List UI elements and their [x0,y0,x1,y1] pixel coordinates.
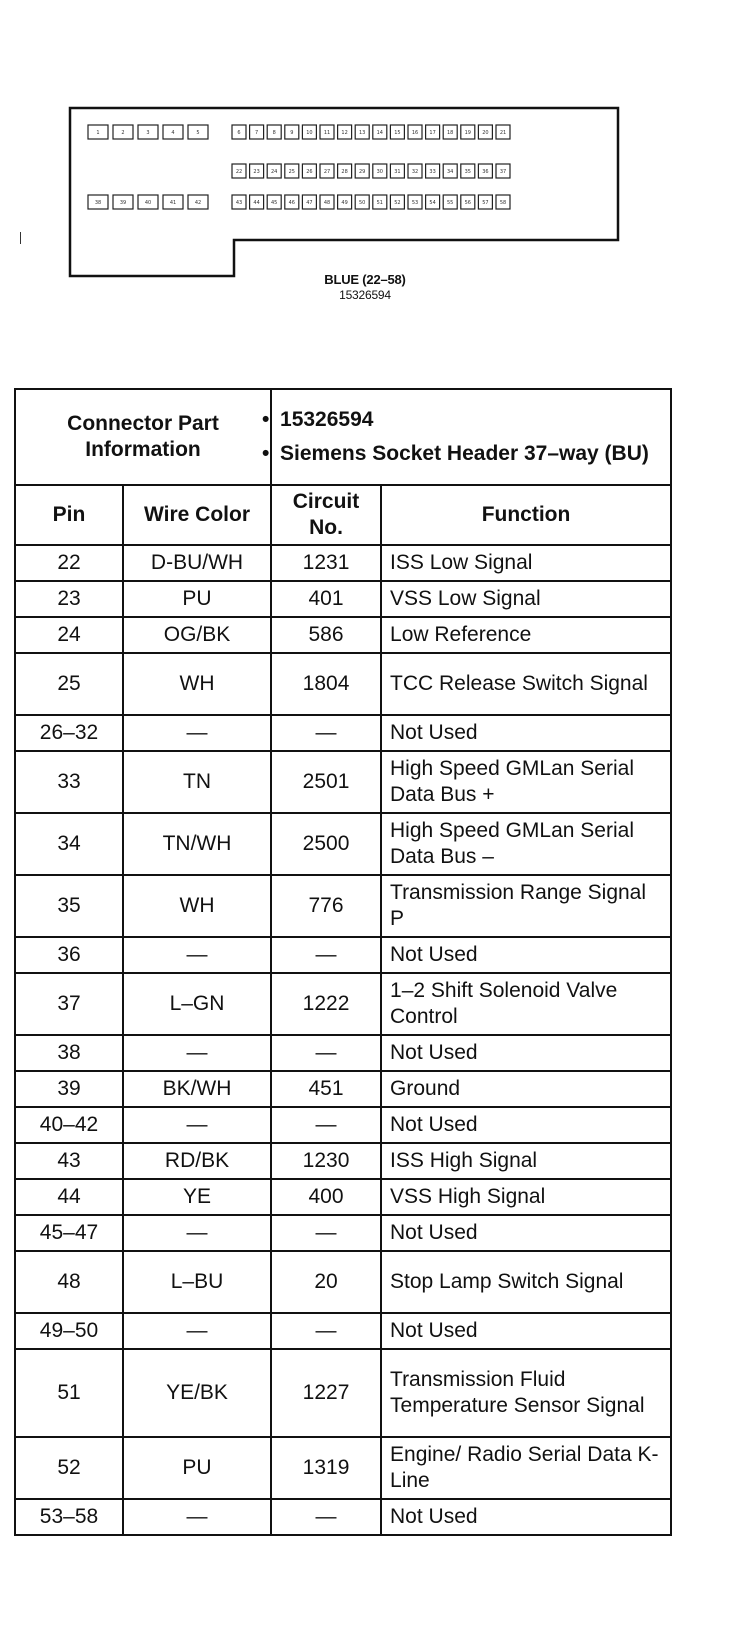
cavity-number: 2 [121,130,125,136]
cavity-number: 10 [306,130,313,136]
wire-color-cell: L–BU [123,1251,271,1313]
cavity-number: 58 [499,200,507,206]
circuit-cell: — [271,715,381,751]
table-row [15,1349,671,1437]
cavity-number: 29 [359,169,366,175]
pin-cell: 39 [15,1071,123,1107]
circuit-cell: 2501 [271,751,381,813]
wire-color-cell: PU [123,581,271,617]
cavity-number: 5 [196,130,200,136]
pin-cell: 48 [15,1251,123,1313]
cavity-number: 6 [237,130,241,136]
pin-cell: 45–47 [15,1215,123,1251]
cavity-number: 31 [394,169,401,175]
cavity-number: 14 [376,130,383,136]
circuit-cell: 1227 [271,1349,381,1437]
pin-cell: 36 [15,937,123,973]
cavity-number: 43 [235,200,243,206]
pin-cell: 51 [15,1349,123,1437]
info-bullet-description: • Siemens Socket Header 37–way (BU) [280,441,662,467]
table-row [15,937,671,973]
circuit-cell: 776 [271,875,381,937]
cavity-number: 18 [447,130,454,136]
cavity-number: 40 [144,200,152,206]
table-column-header-row [15,485,671,545]
cavity-number: 3 [146,130,150,136]
circuit-cell: 400 [271,1179,381,1215]
connector-color-label: BLUE (22–58) [324,272,406,287]
cavity-number: 28 [341,169,348,175]
pin-cell: 37 [15,973,123,1035]
table-row [15,973,671,1035]
cavity-number: 55 [447,200,454,206]
function-cell: TCC Release Switch Signal [381,653,671,715]
function-cell: 1–2 Shift Solenoid Valve Control [381,973,671,1035]
pin-cell: 34 [15,813,123,875]
cavity-number: 21 [499,130,507,136]
cavity-number: 24 [271,169,278,175]
circuit-cell: — [271,937,381,973]
wire-color-cell: WH [123,653,271,715]
function-cell: Not Used [381,937,671,973]
margin-tick [20,232,21,244]
cavity-number: 16 [411,130,419,136]
wire-color-cell: — [123,715,271,751]
circuit-cell: 1231 [271,545,381,581]
cavity-number: 49 [341,200,348,206]
cavity-number: 26 [306,169,313,175]
cavity-group [88,125,510,209]
function-cell: Not Used [381,1499,671,1535]
cavity-number: 15 [394,130,401,136]
cavity-number: 53 [411,200,419,206]
column-header-circuit: Circuit No. [271,485,381,545]
cavity-number: 51 [376,200,383,206]
function-cell: Not Used [381,1313,671,1349]
wire-color-cell: L–GN [123,973,271,1035]
cavity-number: 19 [464,130,471,136]
table-row [15,653,671,715]
info-bullet-part-number: • 15326594 [280,407,662,433]
cavity-number: 30 [376,169,383,175]
function-cell: VSS Low Signal [381,581,671,617]
cavity-number: 38 [94,200,102,206]
function-cell: Ground [381,1071,671,1107]
wire-color-cell: TN [123,751,271,813]
table-row [15,751,671,813]
cavity-number: 44 [253,200,260,206]
table-row [15,581,671,617]
pin-cell: 52 [15,1437,123,1499]
circuit-cell: — [271,1035,381,1071]
function-cell: Not Used [381,1035,671,1071]
pin-cell: 44 [15,1179,123,1215]
wire-color-cell: — [123,1107,271,1143]
wire-color-cell: — [123,1215,271,1251]
circuit-cell: 1222 [271,973,381,1035]
circuit-cell: 1230 [271,1143,381,1179]
wire-color-cell: YE/BK [123,1349,271,1437]
circuit-cell: — [271,1313,381,1349]
wire-color-cell: — [123,1313,271,1349]
function-cell: Stop Lamp Switch Signal [381,1251,671,1313]
cavity-number: 46 [288,200,295,206]
cavity-number: 8 [272,130,276,136]
cavity-number: 25 [288,169,295,175]
cavity-number: 42 [194,200,202,206]
table-row [15,617,671,653]
wire-color-cell: RD/BK [123,1143,271,1179]
function-cell: Transmission Range Signal P [381,875,671,937]
cavity-number: 41 [169,200,177,206]
function-cell: High Speed GMLan Serial Data Bus + [381,751,671,813]
connector-info-bullets [271,389,671,485]
cavity-number: 34 [447,169,454,175]
cavity-number: 36 [482,169,489,175]
circuit-cell: 2500 [271,813,381,875]
pin-cell: 35 [15,875,123,937]
function-cell: VSS High Signal [381,1179,671,1215]
pinout-table [14,388,672,1536]
cavity-number: 11 [323,130,331,136]
cavity-number: 50 [359,200,366,206]
pin-cell: 43 [15,1143,123,1179]
function-cell: ISS High Signal [381,1143,671,1179]
function-cell: Not Used [381,1107,671,1143]
pin-cell: 24 [15,617,123,653]
function-cell: Low Reference [381,617,671,653]
pin-cell: 49–50 [15,1313,123,1349]
function-cell: Not Used [381,715,671,751]
table-row [15,1437,671,1499]
table-row [15,1215,671,1251]
circuit-cell: 451 [271,1071,381,1107]
cavity-number: 22 [235,169,243,175]
function-cell: High Speed GMLan Serial Data Bus – [381,813,671,875]
wire-color-cell: BK/WH [123,1071,271,1107]
circuit-cell: 20 [271,1251,381,1313]
table-row [15,813,671,875]
cavity-number: 57 [482,200,489,206]
table-row [15,545,671,581]
circuit-cell: 1804 [271,653,381,715]
pin-cell: 33 [15,751,123,813]
pin-cell: 22 [15,545,123,581]
wire-color-cell: YE [123,1179,271,1215]
cavity-number: 54 [429,200,436,206]
cavity-number: 23 [253,169,260,175]
cavity-number: 48 [323,200,331,206]
cavity-number: 32 [411,169,419,175]
wire-color-cell: — [123,1499,271,1535]
table-row [15,1313,671,1349]
column-header-wire-color: Wire Color [123,485,271,545]
connector-part-number: 15326594 [339,288,391,302]
circuit-cell: 401 [271,581,381,617]
pin-cell: 23 [15,581,123,617]
table-row [15,1071,671,1107]
pin-cell: 53–58 [15,1499,123,1535]
cavity-number: 17 [429,130,436,136]
wire-color-cell: WH [123,875,271,937]
circuit-cell: 586 [271,617,381,653]
function-cell: ISS Low Signal [381,545,671,581]
circuit-cell: — [271,1215,381,1251]
function-cell: Engine/ Radio Serial Data K-Line [381,1437,671,1499]
pin-cell: 40–42 [15,1107,123,1143]
column-header-pin: Pin [15,485,123,545]
wire-color-cell: OG/BK [123,617,271,653]
table-header-info-row [15,389,671,485]
pin-cell: 26–32 [15,715,123,751]
connector-part-info-label: Connector Part Information [15,389,271,485]
cavity-number: 1 [96,130,100,136]
circuit-cell: — [271,1499,381,1535]
table-row [15,1251,671,1313]
table-row [15,875,671,937]
cavity-number: 13 [359,130,366,136]
cavity-number: 20 [482,130,489,136]
wire-color-cell: TN/WH [123,813,271,875]
function-cell: Not Used [381,1215,671,1251]
wire-color-cell: PU [123,1437,271,1499]
circuit-cell: 1319 [271,1437,381,1499]
circuit-cell: — [271,1107,381,1143]
cavity-number: 9 [290,130,294,136]
pin-cell: 25 [15,653,123,715]
column-header-function: Function [381,485,671,545]
cavity-number: 56 [464,200,471,206]
function-cell: Transmission Fluid Temperature Sensor Signal [381,1349,671,1437]
cavity-number: 35 [464,169,471,175]
cavity-number: 39 [119,200,127,206]
table-row [15,1143,671,1179]
wire-color-cell: D-BU/WH [123,545,271,581]
cavity-number: 12 [341,130,348,136]
table-row [15,1035,671,1071]
connector-diagram [0,0,736,330]
cavity-number: 4 [171,130,175,136]
cavity-number: 45 [271,200,278,206]
cavity-number: 33 [429,169,436,175]
cavity-number: 7 [255,130,259,136]
cavity-number: 52 [394,200,401,206]
table-row [15,715,671,751]
cavity-number: 37 [499,169,507,175]
table-row [15,1179,671,1215]
table-row [15,1499,671,1535]
table-row [15,1107,671,1143]
cavity-number: 47 [306,200,313,206]
cavity-number: 27 [323,169,331,175]
wire-color-cell: — [123,937,271,973]
pin-cell: 38 [15,1035,123,1071]
wire-color-cell: — [123,1035,271,1071]
